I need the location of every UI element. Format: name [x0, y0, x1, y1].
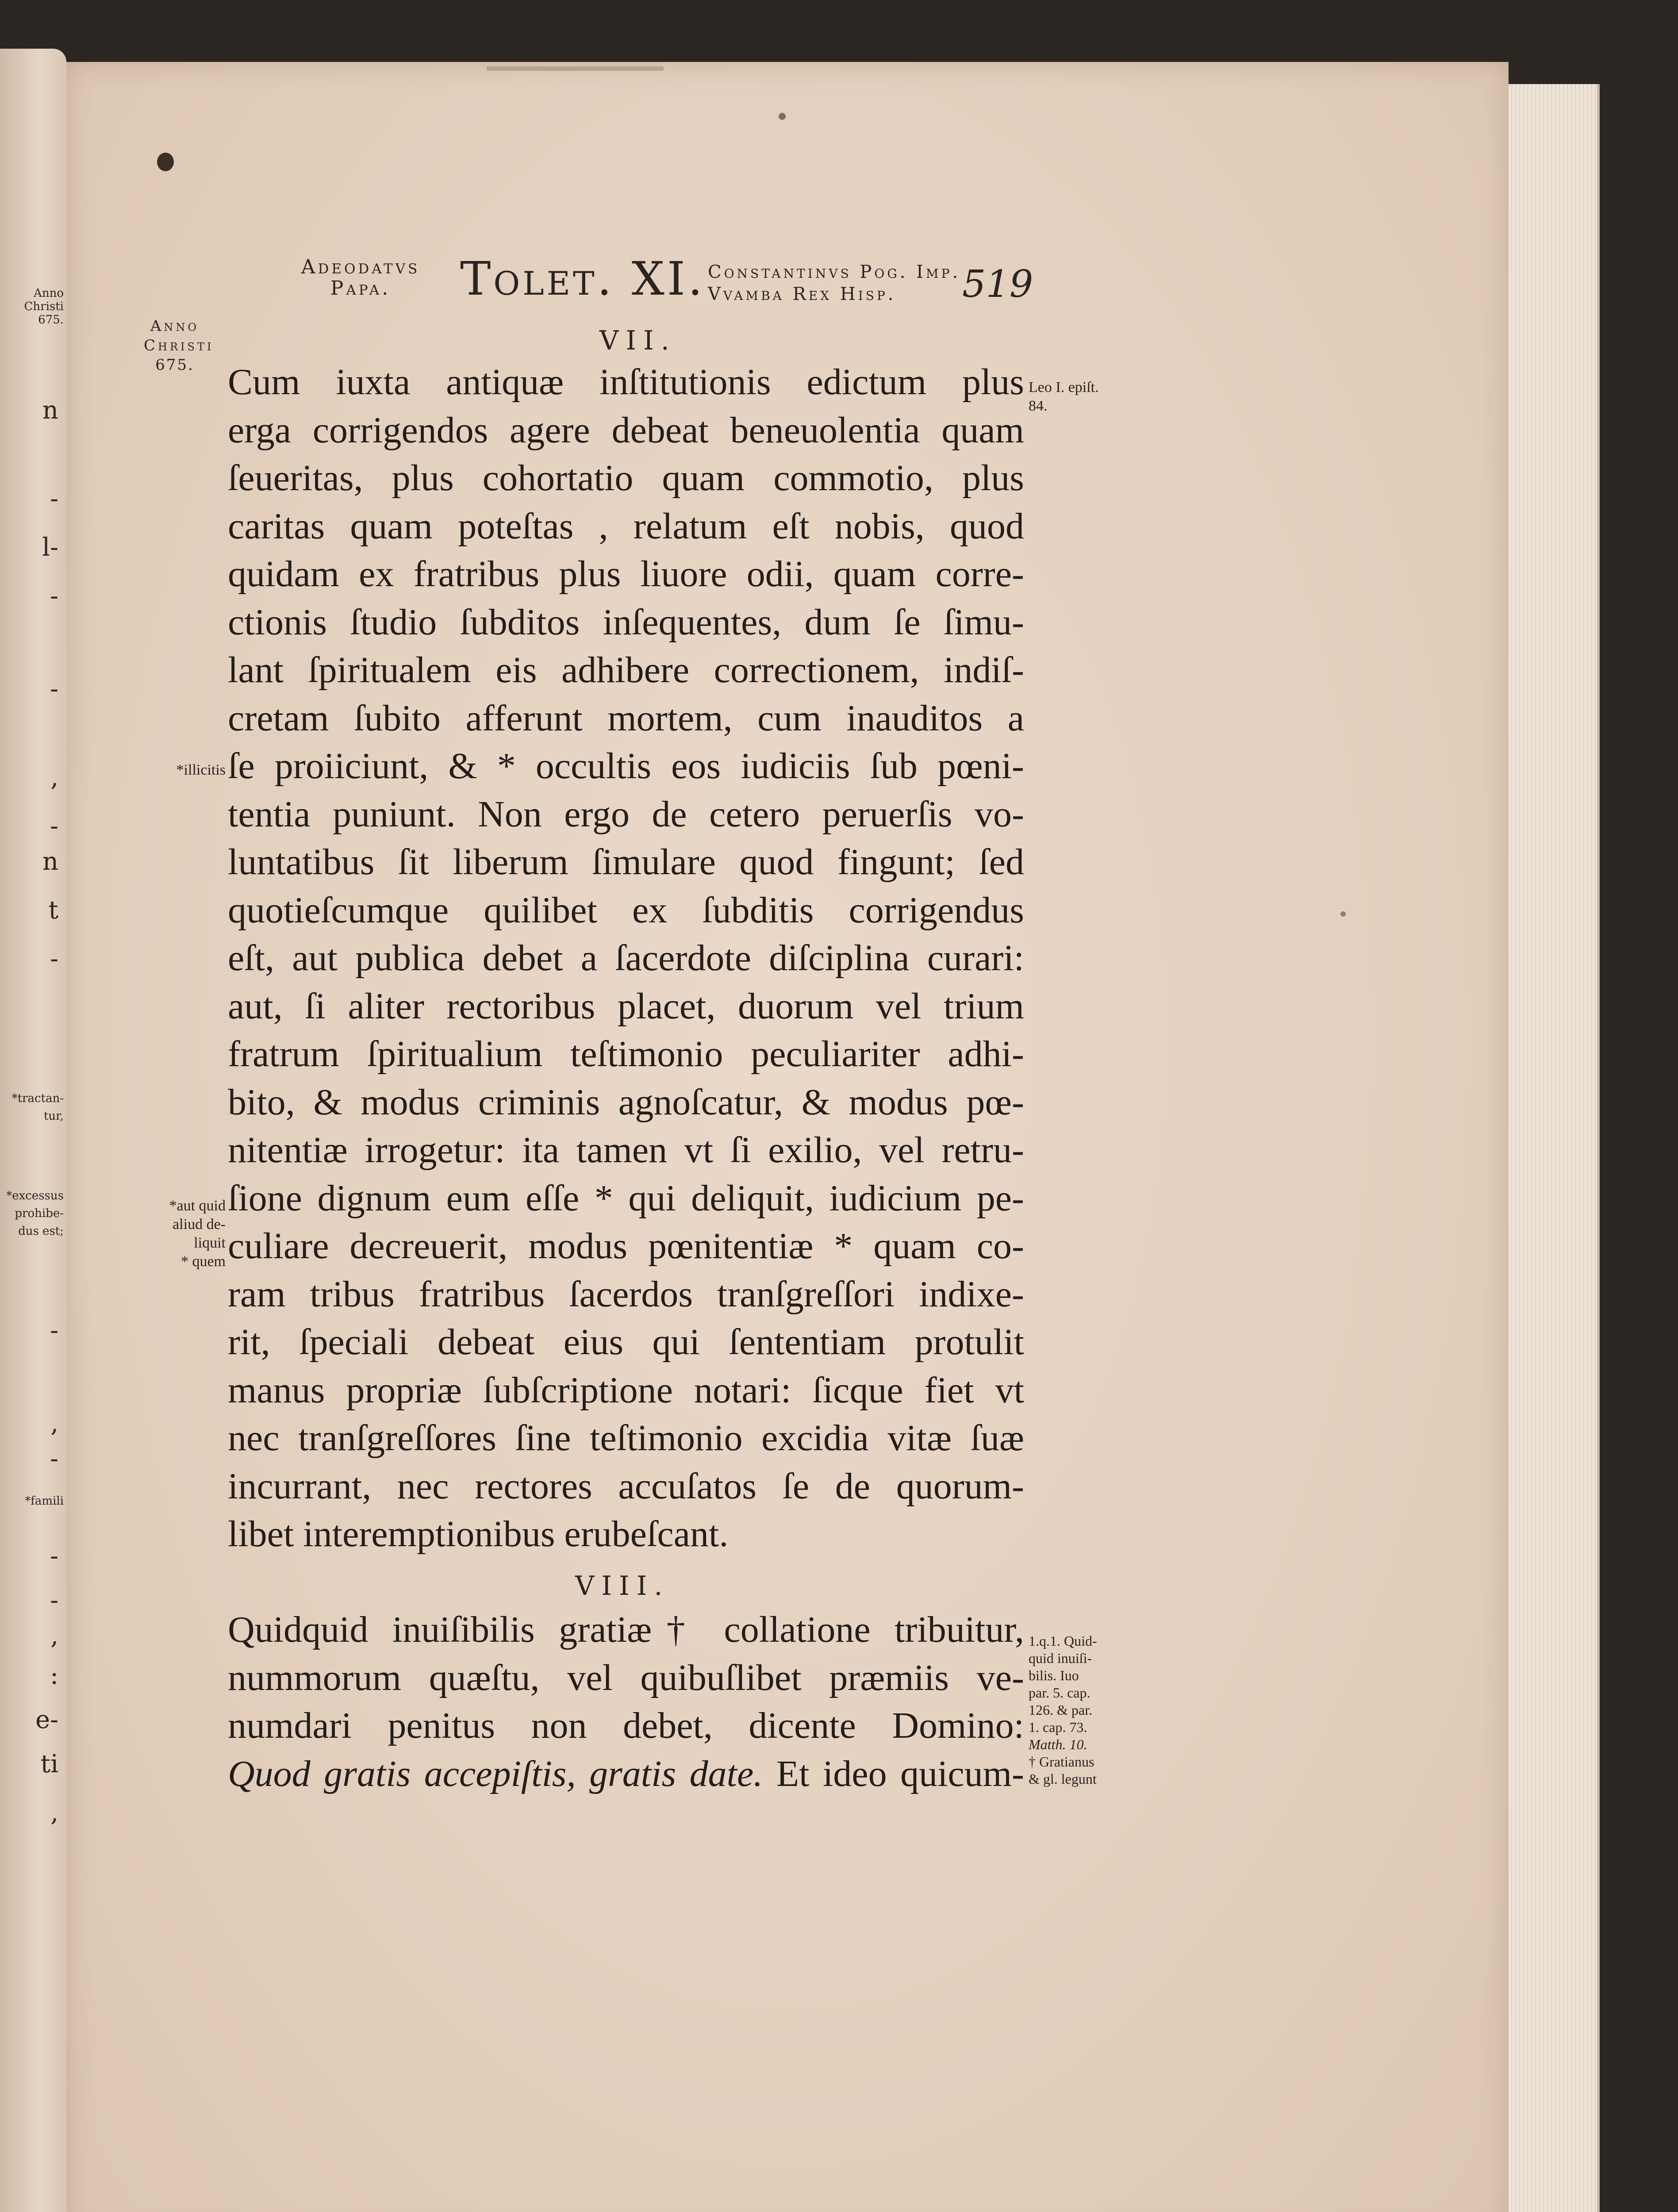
running-head-left: [288, 257, 434, 299]
text-line: lant ſpiritualem eis adhibere correctionem, indiſ-: [228, 649, 1024, 691]
text-line: incurrant, nec rectores accuſatos ſe de quorum-: [228, 1465, 1024, 1507]
text-line: ram tribus fratribus ſacerdos tranſgreſſori indixe-: [228, 1273, 1024, 1315]
margin-line: & gl. legunt: [1029, 1771, 1097, 1787]
text-line: nitentiæ irrogetur: ita tamen vt ſi exilio, vel retru-: [228, 1129, 1024, 1171]
text-line: culiare decreuerit, modus pœnitentiæ * quam co-: [228, 1225, 1024, 1267]
margin-line: Matth. 10.: [1029, 1736, 1087, 1752]
prev-fragment: e-: [35, 1705, 58, 1734]
prev-fragment: ti: [40, 1750, 58, 1778]
text-line: quidam ex fratribus plus liuore odii, quam corre-: [228, 553, 1024, 595]
text-line: ſione dignum eum eſſe * qui deliquit, iudicium pe-: [228, 1177, 1024, 1219]
text-line: quotieſcumque quilibet ex ſubditis corrigendus: [228, 889, 1024, 931]
scripture-quote: Quod gratis accepiſtis, gratis date.: [228, 1753, 763, 1794]
prev-fragment: ,: [50, 1798, 58, 1827]
prev-fragment: t: [48, 896, 58, 925]
text-line-final: [228, 1750, 1024, 1798]
text-line: fratrum ſpiritualium teſtimonio peculiariter adhi-: [228, 1033, 1024, 1075]
margin-note-aut-quid: [133, 1197, 226, 1271]
prev-fragment: n: [42, 847, 58, 876]
previous-page-edge: [0, 49, 66, 2212]
prev-fragment: -: [50, 582, 58, 611]
margin-line: par. 5. cap.: [1029, 1685, 1091, 1701]
text-line: numdari penitus non debet, dicente Domino:: [228, 1705, 1024, 1746]
running-head-left-line: Papa.: [330, 277, 391, 300]
prev-fragment: -: [50, 1542, 58, 1571]
prev-fragment: prohibe-: [15, 1207, 64, 1220]
text-line: nummorum quæſtu, vel quibuſlibet præmiis ve-: [228, 1657, 1024, 1698]
prev-fragment: *tractan-: [12, 1092, 64, 1105]
text-line: aut, ſi aliter rectoribus placet, duorum vel trium: [228, 985, 1024, 1027]
margin-note-illicitis: *illicitis: [176, 762, 226, 778]
prev-fragment: *excessus: [6, 1189, 64, 1202]
text-line: ſe proiiciunt, & * occultis eos iudiciis ſub pœni-: [228, 745, 1024, 787]
anno-line: Christi: [144, 337, 214, 354]
margin-line: 1.q.1. Quid-: [1029, 1633, 1097, 1649]
margin-note-leo: [1029, 378, 1130, 415]
margin-line: aliud de-: [173, 1216, 226, 1233]
prev-fragment: -: [50, 812, 58, 841]
page-stack-edges: [1509, 84, 1600, 2212]
ink-stain: [157, 153, 174, 171]
running-head-right-line: Vvamba Rex Hisp.: [708, 284, 896, 304]
text-continuation: Et ideo quicum-: [763, 1753, 1024, 1794]
prev-fragment: :: [50, 1661, 58, 1690]
section-heading-vii: VII.: [599, 325, 676, 356]
text-line: tentia puniunt. Non ergo de cetero peruerſis vo-: [228, 793, 1024, 835]
margin-line: Leo I. epiſt.: [1029, 379, 1099, 396]
margin-line: liquit: [194, 1235, 226, 1251]
text-line: manus propriæ ſubſcriptione notari: ſicque fiet vt: [228, 1369, 1024, 1411]
running-head-right-line: Constantinvs Pog. Imp.: [708, 262, 961, 282]
prev-fragment: ,: [50, 1621, 58, 1650]
prev-fragment: *famili: [25, 1494, 64, 1508]
margin-line: *aut quid: [169, 1198, 226, 1214]
running-head-title: [460, 252, 705, 306]
text-line: Quidquid inuiſibilis gratiæ† collatione tribuitur,: [228, 1609, 1024, 1650]
ink-speck: [779, 113, 786, 120]
margin-line: bilis. Iuo: [1029, 1667, 1079, 1683]
anno-line: Anno: [150, 317, 200, 335]
text-line: cretam ſubito afferunt mortem, cum inauditos a: [228, 697, 1024, 739]
top-binding-mark: [487, 66, 664, 71]
prev-fragment: ,: [50, 1409, 58, 1438]
section-viii-text: [228, 1606, 1024, 1798]
anno-christi: [144, 316, 214, 375]
page-number: 519: [962, 262, 1033, 306]
anno-year: 675.: [155, 356, 194, 374]
prev-fragment: ,: [50, 763, 58, 792]
section-vii-text: [228, 358, 1024, 1559]
prev-fragment: Anno: [34, 287, 64, 300]
prev-fragment: -: [50, 1586, 58, 1615]
prev-fragment: dus est;: [18, 1225, 64, 1238]
ink-speck: [1340, 911, 1346, 917]
prev-fragment: -: [50, 484, 58, 513]
text-line: caritas quam poteſtas , relatum eſt nobis, quod: [228, 505, 1024, 547]
margin-line: quid inuiſi-: [1029, 1650, 1092, 1666]
running-head-right: [708, 261, 960, 305]
text-line: Cum iuxta antiquæ inſtitutionis edictum plus: [228, 361, 1024, 403]
prev-fragment: tur,: [43, 1110, 64, 1123]
prev-fragment: -: [50, 945, 58, 973]
margin-line: * quem: [180, 1253, 226, 1270]
text-line: eſt, aut publica debet a ſacerdote diſciplina curari:: [228, 937, 1024, 979]
margin-line: 1. cap. 73.: [1029, 1719, 1087, 1735]
prev-fragment: Christi: [24, 300, 64, 313]
text-line: ctionis ſtudio ſubditos inſequentes, dum ſe ſimu-: [228, 601, 1024, 643]
margin-line: 84.: [1029, 398, 1048, 414]
prev-fragment: -: [50, 675, 58, 703]
section-heading-viii: VIII.: [575, 1571, 670, 1601]
running-head-title-text: Tolet. XI.: [460, 252, 705, 306]
text-line: erga corrigendos agere debeat beneuolentia quam: [228, 409, 1024, 451]
margin-note-quidquid: [1029, 1632, 1130, 1788]
text-line: ſeueritas, plus cohortatio quam commotio, plus: [228, 457, 1024, 499]
running-head-left-line: Adeodatvs: [301, 256, 420, 278]
prev-fragment: -: [50, 1444, 58, 1473]
margin-line: † Gratianus: [1029, 1754, 1094, 1770]
text-line: rit, ſpeciali debeat eius qui ſententiam protulit: [228, 1321, 1024, 1363]
text-line: bito, & modus criminis agnoſcatur, & modus pœ-: [228, 1081, 1024, 1123]
text-line: luntatibus ſit liberum ſimulare quod fingunt; ſed: [228, 841, 1024, 883]
prev-fragment: l-: [42, 533, 58, 562]
prev-fragment: -: [50, 1316, 58, 1345]
margin-line: 126. & par.: [1029, 1702, 1092, 1718]
prev-fragment: n: [42, 396, 58, 425]
text-line: libet interemptionibus erubeſcant.: [228, 1513, 729, 1555]
text-line: nec tranſgreſſores ſine teſtimonio excidia vitæ ſuæ: [228, 1417, 1024, 1459]
prev-fragment: 675.: [38, 313, 64, 326]
